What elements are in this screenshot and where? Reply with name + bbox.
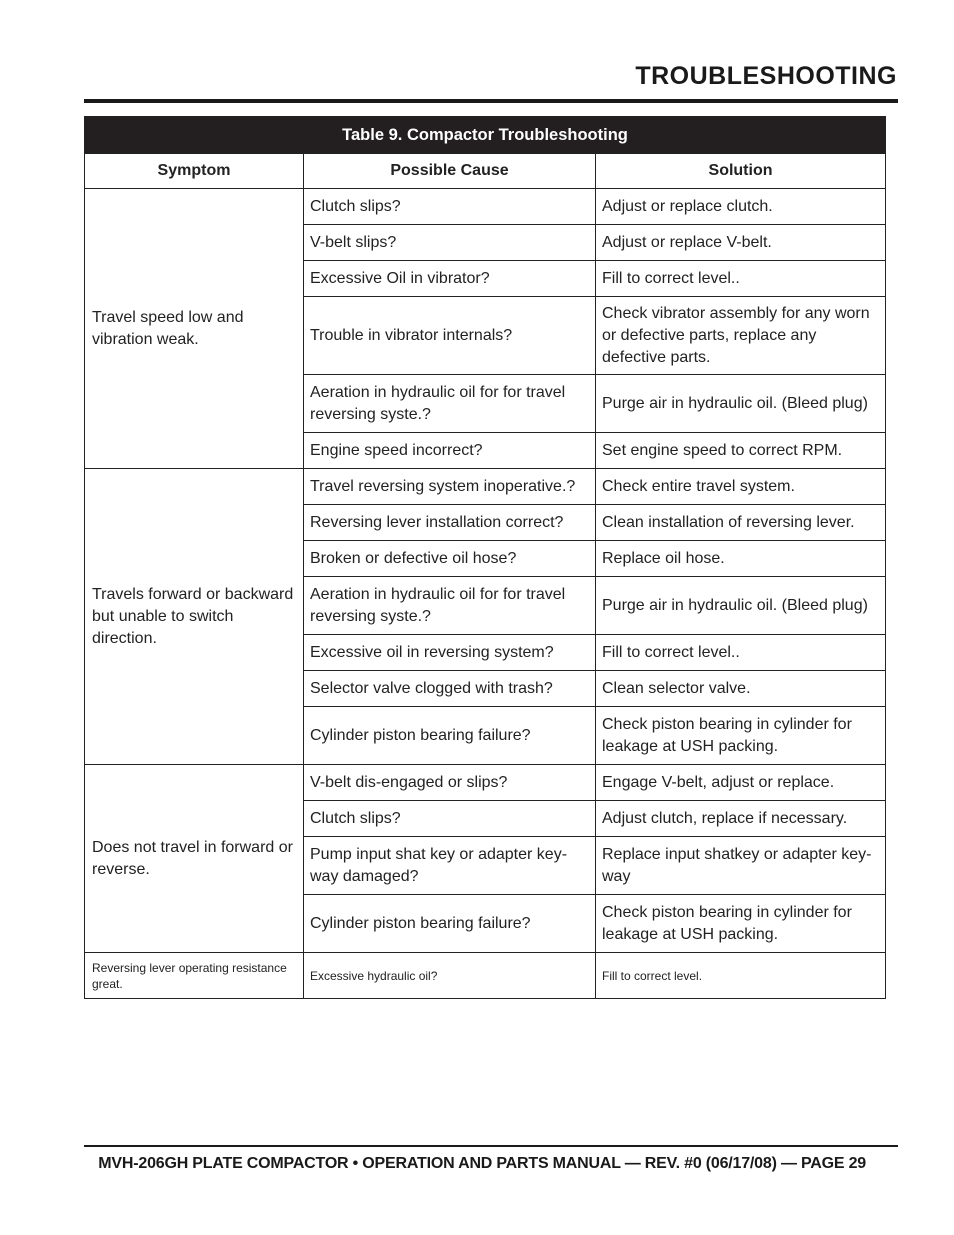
table-caption: Table 9. Compactor Troubleshooting (85, 117, 886, 154)
solution-cell: Replace oil hose. (596, 541, 886, 577)
cause-cell: Engine speed incorrect? (304, 433, 596, 469)
cause-cell: Selector valve clogged with trash? (304, 671, 596, 707)
table-row (85, 953, 886, 999)
header-solution: Solution (596, 154, 886, 189)
solution-cell: Fill to correct level.. (596, 635, 886, 671)
solution-cell: Check vibrator assembly for any worn or defective parts, replace any defective parts. (596, 297, 886, 375)
cause-cell: Broken or defective oil hose? (304, 541, 596, 577)
cause-cell: Clutch slips? (304, 189, 596, 225)
footer-rule (84, 1145, 898, 1147)
solution-cell: Clean selector valve. (596, 671, 886, 707)
solution-cell: Adjust clutch, replace if necessary. (596, 801, 886, 837)
solution-cell: Purge air in hydraulic oil. (Bleed plug) (596, 375, 886, 433)
table-header-row (85, 154, 886, 189)
solution-cell: Fill to correct level.. (596, 261, 886, 297)
table-row (85, 765, 886, 801)
cause-cell: Travel reversing system inoperative.? (304, 469, 596, 505)
page-footer: MVH-206GH PLATE COMPACTOR • OPERATION AND PARTS MANUAL — REV. #0 (06/17/08) — PAGE 29 (98, 1155, 866, 1172)
cause-cell: Aeration in hydraulic oil for for travel reversing syste.? (304, 577, 596, 635)
symptom-cell: Does not travel in forward or reverse. (85, 765, 304, 953)
solution-cell: Replace input shatkey or adapter key-way (596, 837, 886, 895)
page-title: TROUBLESHOOTING (635, 62, 897, 90)
table-body (85, 189, 886, 999)
cause-cell: Pump input shat key or adapter key-way damaged? (304, 837, 596, 895)
cause-cell: Excessive Oil in vibrator? (304, 261, 596, 297)
cause-cell: V-belt dis-engaged or slips? (304, 765, 596, 801)
cause-cell: Clutch slips? (304, 801, 596, 837)
solution-cell: Purge air in hydraulic oil. (Bleed plug) (596, 577, 886, 635)
cause-cell: Cylinder piston bearing failure? (304, 707, 596, 765)
cause-cell: Reversing lever installation correct? (304, 505, 596, 541)
header-rule (84, 99, 898, 103)
solution-cell: Check piston bearing in cylinder for leakage at USH packing. (596, 707, 886, 765)
header-symptom: Symptom (85, 154, 304, 189)
solution-cell: Fill to correct level. (596, 953, 886, 999)
symptom-cell: Travels forward or backward but unable to switch direction. (85, 469, 304, 765)
table-row (85, 189, 886, 225)
table-caption-row (85, 117, 886, 154)
cause-cell: Trouble in vibrator internals? (304, 297, 596, 375)
solution-cell: Check entire travel system. (596, 469, 886, 505)
solution-cell: Adjust or replace V-belt. (596, 225, 886, 261)
symptom-cell: Travel speed low and vibration weak. (85, 189, 304, 469)
header-possible-cause: Possible Cause (304, 154, 596, 189)
solution-cell: Check piston bearing in cylinder for leakage at USH packing. (596, 895, 886, 953)
troubleshooting-table (84, 116, 886, 999)
cause-cell: Aeration in hydraulic oil for for travel reversing syste.? (304, 375, 596, 433)
symptom-cell: Reversing lever operating resistance great. (85, 953, 304, 999)
cause-cell: Cylinder piston bearing failure? (304, 895, 596, 953)
cause-cell: V-belt slips? (304, 225, 596, 261)
solution-cell: Engage V-belt, adjust or replace. (596, 765, 886, 801)
solution-cell: Clean installation of reversing lever. (596, 505, 886, 541)
table-row (85, 469, 886, 505)
solution-cell: Adjust or replace clutch. (596, 189, 886, 225)
cause-cell: Excessive oil in reversing system? (304, 635, 596, 671)
cause-cell: Excessive hydraulic oil? (304, 953, 596, 999)
solution-cell: Set engine speed to correct RPM. (596, 433, 886, 469)
